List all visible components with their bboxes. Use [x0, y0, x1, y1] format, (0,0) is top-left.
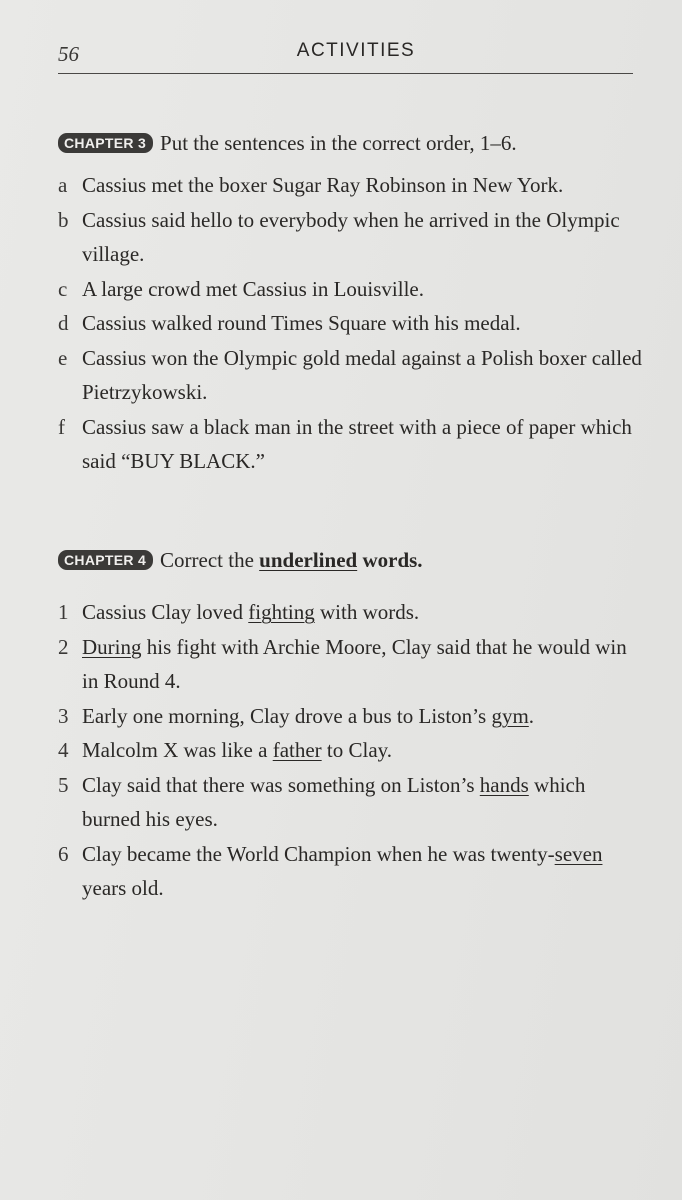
item-text	[82, 595, 648, 630]
text-segment: years old.	[82, 876, 164, 900]
text-segment: with words.	[314, 600, 420, 624]
item-text	[82, 630, 648, 699]
item-label: 1	[58, 600, 69, 624]
underlined-word: During	[82, 634, 142, 659]
chapter3-section	[58, 128, 648, 479]
chapter4-items	[58, 595, 648, 906]
list-item	[58, 272, 648, 307]
chapter4-instruction	[160, 548, 423, 573]
item-label: 5	[58, 772, 69, 797]
list-item	[58, 341, 648, 410]
underlined-word: seven	[554, 841, 603, 866]
item-label: 6	[58, 841, 69, 866]
instruction-underlined: underlined	[259, 547, 358, 572]
item-label: b	[58, 207, 69, 232]
item-text: Cassius won the Olympic gold medal against a Polish boxer called Pietrzykowski.	[82, 345, 642, 404]
text-segment: Cassius Clay loved	[82, 600, 249, 624]
item-text: Cassius met the boxer Sugar Ray Robinson in New York.	[82, 173, 564, 197]
instruction-text: Correct the	[160, 547, 260, 572]
list-item	[58, 699, 648, 734]
item-label: a	[58, 173, 68, 197]
chapter3-items	[58, 168, 648, 479]
item-text: Cassius said hello to everybody when he arrived in the Olympic village.	[82, 207, 620, 266]
item-text	[82, 768, 648, 837]
running-head: ACTIVITIES	[296, 40, 416, 61]
chapter3-header	[58, 128, 648, 158]
item-label: 2	[58, 634, 69, 659]
chapter3-badge: CHAPTER 3	[58, 133, 153, 153]
text-segment: Malcolm X was like a	[82, 738, 273, 762]
list-item	[58, 306, 648, 341]
item-text: A large crowd met Cassius in Louisville.	[82, 276, 424, 301]
chapter4-section	[58, 545, 648, 906]
item-text	[82, 699, 648, 734]
text-segment: his fight with Archie Moore, Clay said that he would win in Round 4.	[82, 634, 627, 693]
chapter4-badge: CHAPTER 4	[58, 550, 153, 570]
list-item	[58, 630, 648, 699]
item-text	[82, 837, 648, 906]
text-segment: Clay became the World Champion when he was twenty-	[82, 841, 555, 866]
underlined-word: father	[272, 738, 322, 762]
list-item	[58, 410, 648, 479]
text-segment: which burned his eyes.	[82, 772, 586, 831]
underlined-word: fighting	[248, 600, 315, 624]
item-label: d	[58, 311, 69, 335]
text-segment: to Clay.	[321, 738, 393, 762]
item-text: Cassius walked round Times Square with his medal.	[82, 311, 521, 335]
list-item	[58, 203, 648, 272]
list-item	[58, 837, 648, 906]
item-text: Cassius saw a black man in the street with a piece of paper which said “BUY BLACK.”	[82, 414, 632, 473]
underlined-word: gym	[491, 703, 529, 728]
chapter3-instruction: Put the sentences in the correct order, 1–6.	[160, 130, 517, 155]
list-item	[58, 168, 648, 203]
item-label: 3	[58, 703, 69, 728]
text-segment: Clay said that there was something on Liston’s	[82, 772, 480, 797]
text-segment: Early one morning, Clay drove a bus to Liston’s	[82, 703, 492, 728]
chapter4-header	[58, 545, 648, 575]
page-number: 56	[58, 42, 79, 66]
instruction-text-end: words.	[357, 547, 423, 572]
item-text	[82, 733, 648, 768]
item-label: 4	[58, 738, 69, 762]
underlined-word: hands	[479, 772, 529, 797]
list-item	[58, 595, 648, 630]
item-label: c	[58, 276, 68, 301]
list-item	[58, 733, 648, 768]
list-item	[58, 768, 648, 837]
item-label: e	[58, 345, 68, 370]
text-segment: .	[528, 703, 535, 728]
item-label: f	[58, 414, 65, 439]
header-rule	[58, 73, 633, 74]
